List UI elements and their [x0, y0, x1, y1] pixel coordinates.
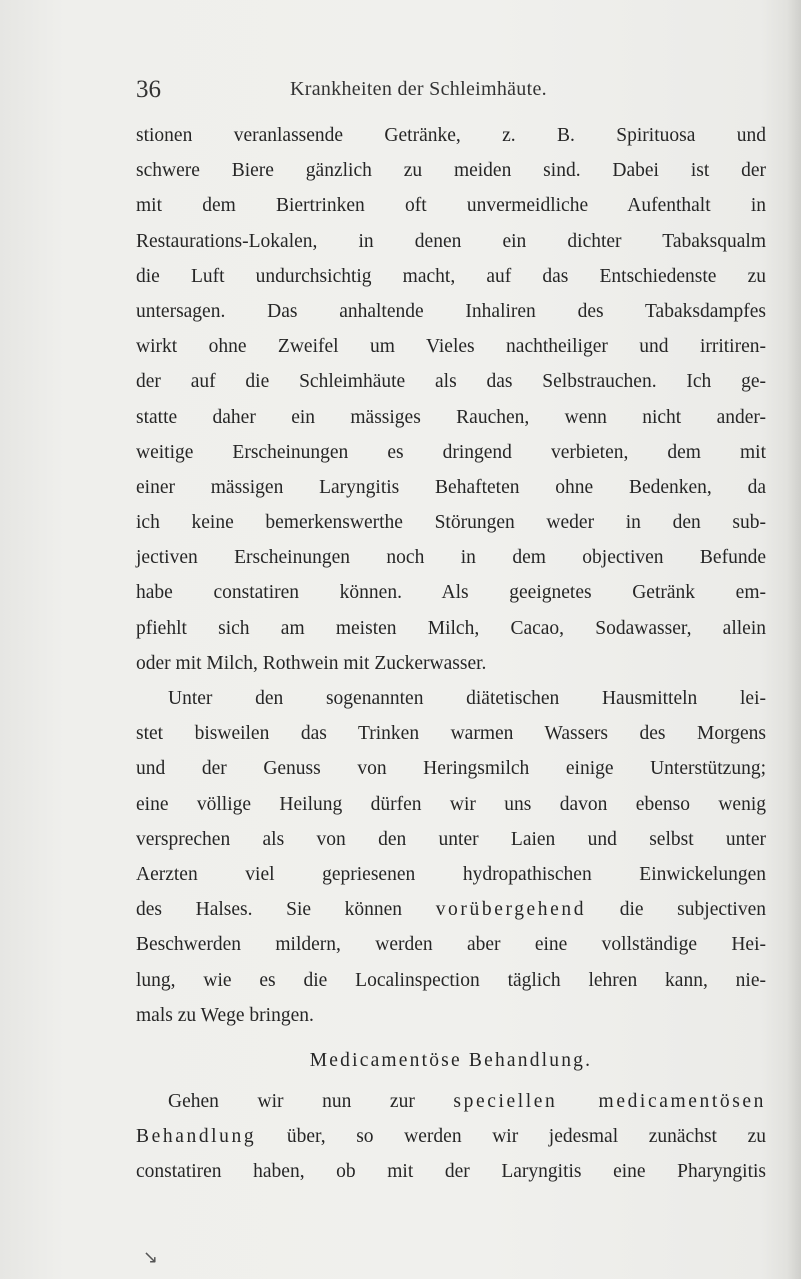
text-line: Aerzten viel gepriesenen hydropathischen Einwickelungen [136, 863, 766, 885]
text-line [136, 892, 766, 927]
text-line: stionen veranlassende Getränke, z. B. Spirituosa und [136, 125, 766, 146]
text-line: Restaurations-Lokalen, in denen ein dichter Tabaksqualm [136, 230, 766, 252]
text-line: constatiren haben, ob mit der Laryngitis eine Pharyngitis [136, 1161, 766, 1183]
page-header [0, 76, 801, 106]
text-line: eine völlige Heilung dürfen wir uns davon ebenso wenig [136, 793, 766, 815]
text-fragment: die subjectiven [586, 899, 766, 921]
text-line: stet bisweilen das Trinken warmen Wassers des Morgens [136, 723, 766, 745]
paragraph-medicamentoes [136, 1084, 766, 1190]
text-line: die Luft undurchsichtig macht, auf das Entschiedenste zu [136, 265, 766, 287]
text-line: weitige Erscheinungen es dringend verbieten, dem mit [136, 441, 766, 463]
page-edge-shadow [787, 0, 801, 1279]
emphasized-text: vorübergehend [435, 899, 587, 921]
emphasized-text: Behandlung [136, 1126, 257, 1148]
running-title: Krankheiten der Schleimhäute. [290, 78, 547, 100]
text-line: ich keine bemerkenswerthe Störungen weder in den sub- [136, 512, 766, 534]
body-text [136, 118, 766, 1190]
text-line: statte daher ein mässiges Rauchen, wenn nicht ander- [136, 406, 766, 428]
text-line: lung, wie es die Localinspection täglich lehren kann, nie- [136, 969, 766, 991]
text-line: einer mässigen Laryngitis Behafteten ohne Bedenken, da [136, 476, 766, 498]
text-line [136, 1119, 766, 1154]
text-fragment: über, so werden wir jedesmal zunächst zu [256, 1126, 766, 1148]
text-line: Unter den sogenannten diätetischen Hausmitteln lei- [168, 688, 766, 709]
text-line: jectiven Erscheinungen noch in dem objectiven Befunde [136, 547, 766, 569]
text-line: und der Genuss von Heringsmilch einige Unterstützung; [136, 758, 766, 780]
text-fragment: des Halses. Sie können [136, 899, 436, 921]
emphasized-text: speciellen medicamentösen [453, 1091, 766, 1113]
section-heading: Medicamentöse Behandlung. [309, 1049, 593, 1071]
text-line: Beschwerden mildern, werden aber eine vollständige Hei- [136, 934, 766, 956]
text-line: versprechen als von den unter Laien und selbst unter [136, 828, 766, 850]
text-line: mals zu Wege bringen. [136, 1004, 314, 1026]
text-line: oder mit Milch, Rothwein mit Zuckerwasser. [136, 652, 487, 674]
text-line: habe constatiren können. Als geeignetes Getränk em- [136, 582, 766, 604]
text-fragment: Gehen wir nun zur [168, 1091, 454, 1113]
text-line: der auf die Schleimhäute als das Selbstrauchen. Ich ge- [136, 371, 766, 393]
paragraph-hausmittel [136, 681, 766, 1033]
text-line: pfiehlt sich am meisten Milch, Cacao, Sodawasser, allein [136, 617, 766, 639]
page-number: 36 [136, 76, 161, 103]
text-line: mit dem Biertrinken oft unvermeidliche Aufenthalt in [136, 195, 766, 217]
text-line: untersagen. Das anhaltende Inhaliren des Tabaksdampfes [136, 300, 766, 322]
text-line [136, 1084, 766, 1119]
text-line: wirkt ohne Zweifel um Vieles nachtheiliger und irritiren- [136, 336, 766, 358]
text-line: schwere Biere gänzlich zu meiden sind. Dabei ist der [136, 160, 766, 182]
paragraph-continuation [136, 118, 766, 681]
scan-corner-mark: ↘ [143, 1247, 159, 1268]
